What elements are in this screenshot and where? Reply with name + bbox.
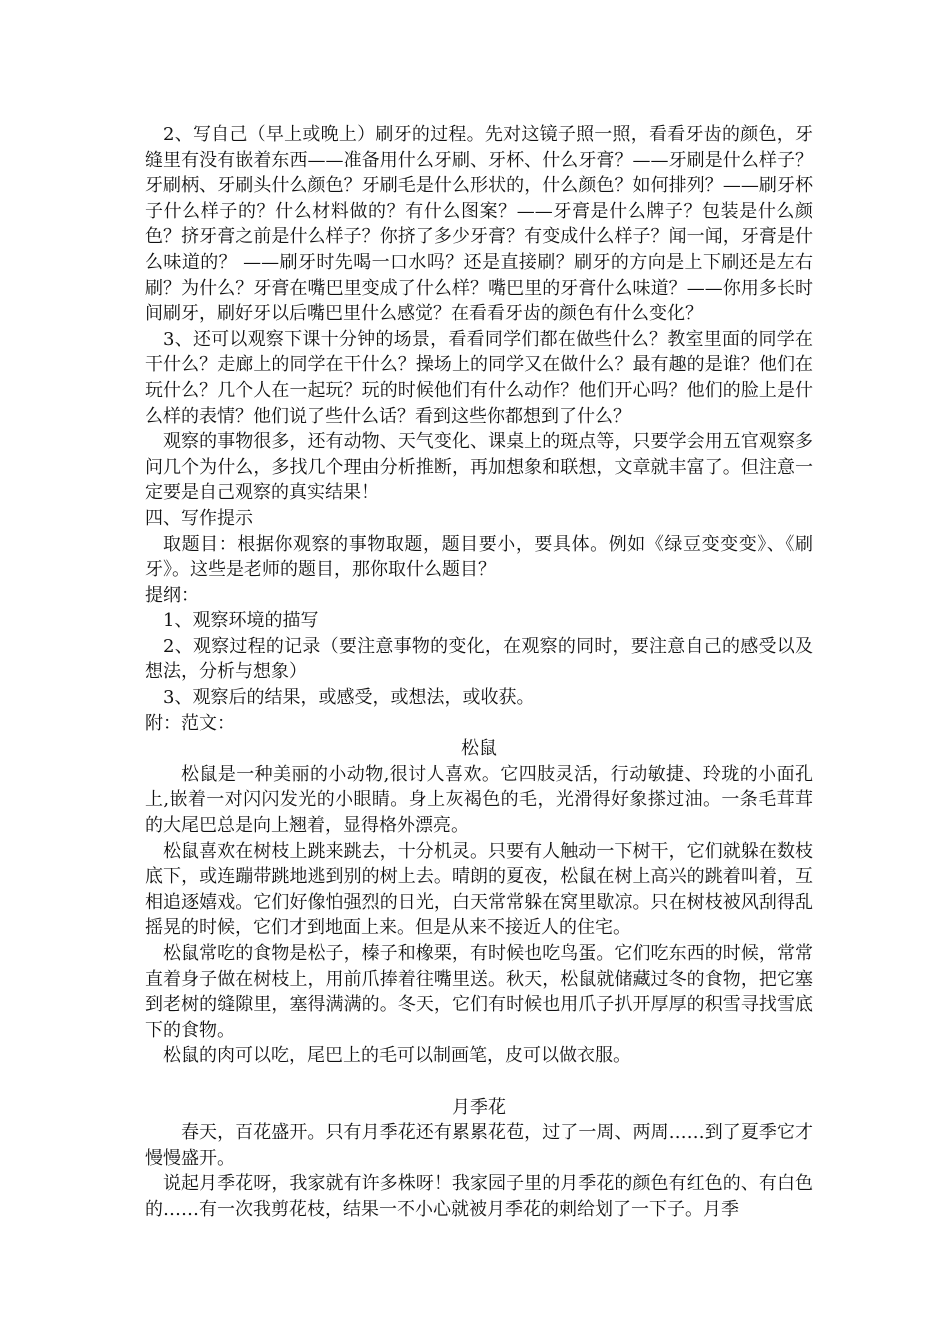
outline-item-2: 2、观察过程的记录（要注意事物的变化，在观察的同时，要注意自己的感受以及想法，分析与想象） [145,635,813,683]
blank-line [145,1069,813,1095]
heading-writing-tips: 四、写作提示 [145,507,253,529]
essay-title-squirrel: 松鼠 [461,738,497,760]
document-page [145,122,813,1223]
essay-rose-paragraph-2: 说起月季花呀，我家就有许多株呀！我家园子里的月季花的颜色有红色的、有白色的……有一次我剪花枝，结果一不小心就被月季花的刺给划了一下子。月季 [145,1173,813,1220]
essay-squirrel-paragraph-1: 松鼠是一种美丽的小动物,很讨人喜欢。它四肢灵活，行动敏捷、玲珑的小面孔上,嵌着一对闪闪发光的小眼睛。身上灰褐色的毛，光滑得好象搽过油。一条毛茸茸的大尾巴总是向上翘着，显得格外漂亮。 [145,763,813,837]
essay-squirrel-paragraph-4: 松鼠的肉可以吃，尾巴上的毛可以制画笔，皮可以做衣服。 [163,1045,631,1067]
outline-label: 提纲： [145,584,199,606]
outline-item-1: 1、观察环境的描写 [163,610,319,632]
essay-squirrel-paragraph-2: 松鼠喜欢在树枝上跳来跳去，十分机灵。只要有人触动一下树干，它们就躲在数枝底下，或连蹦带跳地逃到别的树上去。晴朗的夏夜，松鼠在树上高兴的跳着叫着，互相追逐嬉戏。它们好像怕强烈的日光，白天常常躲在窝里歇凉。只在树枝被风刮得乱摇晃的时候，它们才到地面上来。但是从来不接近人的住宅。 [145,840,813,939]
paragraph-choose-title: 取题目：根据你观察的事物取题，题目要小，要具体。例如《绿豆变变变》、《刷牙》。这些是老师的题目，那你取什么题目？ [145,533,813,581]
appendix-label: 附：范文： [145,712,235,734]
paragraph-observation-summary: 观察的事物很多，还有动物、天气变化、课桌上的斑点等，只要学会用五官观察多问几个为什么，多找几个理由分析推断，再加想象和联想，文章就丰富了。但注意一定要是自己观察的真实结果！ [145,431,813,504]
essay-rose-paragraph-1: 春天，百花盛开。只有月季花还有累累花苞，过了一周、两周……到了夏季它才慢慢盛开。 [145,1122,813,1169]
outline-item-3: 3、观察后的结果，或感受，或想法，或收获。 [163,687,535,709]
paragraph-recess-scene: 3、还可以观察下课十分钟的场景，看看同学们都在做些什么？教室里面的同学在干什么？走廊上的同学在干什么？操场上的同学又在做什么？最有趣的是谁？他们在玩什么？几个人在一起玩？玩的时候他们有什么动作？他们开心吗？他们的脸上是什么样的表情？他们说了些什么话？看到这些你都想到了什么？ [145,328,813,427]
essay-title-rose: 月季花 [452,1096,506,1118]
paragraph-brushing-teeth: 2、写自己（早上或晚上）刷牙的过程。先对这镜子照一照，看看牙齿的颜色，牙缝里有没有嵌着东西——准备用什么牙刷、牙杯、什么牙膏？——牙刷是什么样子？牙刷柄、牙刷头什么颜色？牙刷毛是什么形状的，什么颜色？如何排列？——刷牙杯子什么样子的？什么材料做的？有什么图案？——牙膏是什么牌子？包装是什么颜色？挤牙膏之前是什么样子？你挤了多少牙膏？有变成什么样子？闻一闻，牙膏是什么味道的？ ——刷牙时先喝一口水吗？还是直接刷？刷牙的方向是上下刷还是左右刷？为什么？牙膏在嘴巴里变成了什么样？嘴巴里的牙膏什么味道？——你用多长时间刷牙，刷好牙以后嘴巴里什么感觉？在看看牙齿的颜色有什么变化？ [145,124,813,325]
essay-squirrel-paragraph-3: 松鼠常吃的食物是松子，榛子和橡栗，有时候也吃鸟蛋。它们吃东西的时候，常常直着身子做在树枝上，用前爪捧着往嘴里送。秋天，松鼠就储藏过冬的食物，把它塞到老树的缝隙里，塞得满满的。冬天，它们有时候也用爪子扒开厚厚的积雪寻找雪底下的食物。 [145,943,813,1041]
